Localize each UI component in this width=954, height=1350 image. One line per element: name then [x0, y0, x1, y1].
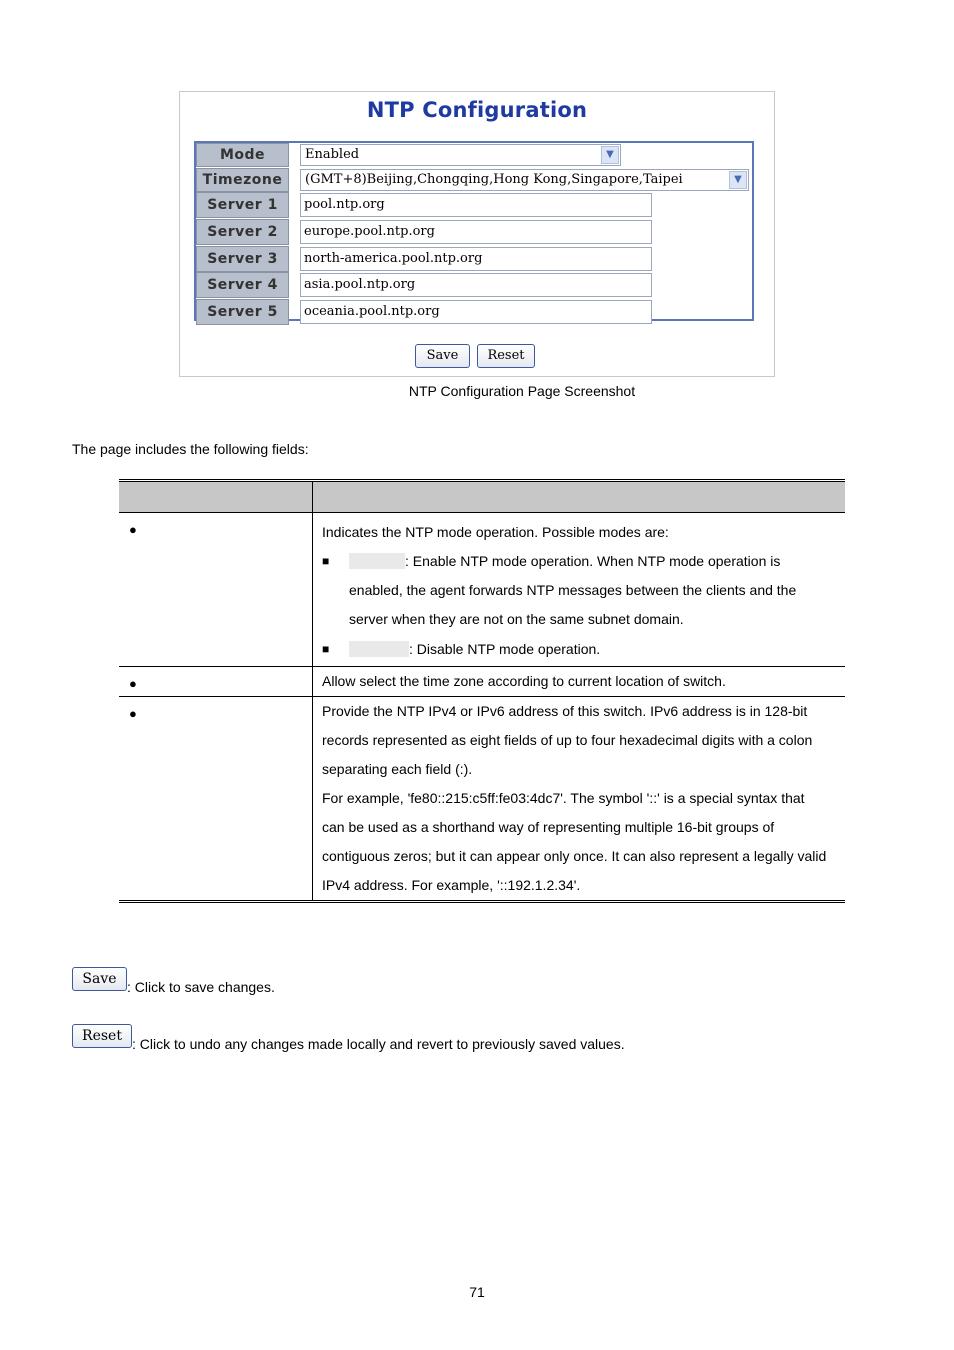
timezone-row — [196, 168, 752, 192]
mode-label: Mode — [196, 143, 289, 167]
intro-text: The page includes the following fields: — [72, 441, 309, 457]
table-row — [119, 697, 845, 902]
description-line: Allow select the time zone according to current location of switch. — [322, 673, 726, 689]
redacted-term — [349, 553, 405, 569]
figure-caption: NTP Configuration Page Screenshot — [408, 383, 636, 399]
server-5-input[interactable]: oceania.pool.ntp.org — [300, 300, 652, 324]
server-4-row — [196, 272, 752, 296]
table-cell-description — [313, 667, 846, 697]
mode-row — [196, 143, 752, 167]
server-1-row — [196, 192, 752, 216]
ntp-config-screenshot — [179, 91, 775, 377]
save-button[interactable]: Save — [415, 344, 470, 368]
server-4-label: Server 4 — [196, 272, 289, 298]
bullet-icon: ● — [129, 522, 137, 537]
table-cell-object — [119, 667, 313, 697]
server-2-label: Server 2 — [196, 219, 289, 245]
list-item: ■ : Disable NTP mode operation. — [322, 635, 837, 664]
table-header-row — [119, 481, 845, 513]
description-line: records represented as eight fields of up to four hexadecimal digits with a colon — [322, 732, 813, 748]
table-cell-object — [119, 697, 313, 902]
table-cell-description — [313, 697, 846, 902]
server-3-input[interactable]: north-america.pool.ntp.org — [300, 247, 652, 271]
timezone-select[interactable]: (GMT+8)Beijing,Chongqing,Hong Kong,Singapore,Taipei ▼ — [300, 169, 749, 191]
save-button-sample[interactable]: Save — [72, 967, 127, 991]
reset-button[interactable]: Reset — [477, 344, 535, 368]
server-2-input[interactable]: europe.pool.ntp.org — [300, 220, 652, 244]
square-bullet-icon: ■ — [322, 554, 330, 568]
page-number: 71 — [469, 1284, 485, 1300]
server-3-label: Server 3 — [196, 246, 289, 272]
server-3-row — [196, 246, 752, 270]
server-5-row — [196, 299, 752, 323]
ntp-config-form — [194, 141, 754, 321]
table-header-description — [313, 481, 846, 513]
bullet-icon: ● — [129, 676, 137, 691]
list-item: ■ : Enable NTP mode operation. When NTP mode operation is enabled, the agent forwards NTP messages between the clients and the server when they are not on the same subnet domain. — [322, 547, 837, 634]
description-line: Indicates the NTP mode operation. Possible modes are: — [322, 524, 669, 540]
description-line: IPv4 address. For example, '::192.1.2.34'. — [322, 877, 581, 893]
description-line: For example, 'fe80::215:c5ff:fe03:4dc7'. The symbol '::' is a special syntax that — [322, 790, 805, 806]
server-1-input[interactable]: pool.ntp.org — [300, 193, 652, 217]
chevron-down-icon: ▼ — [729, 171, 747, 189]
field-table — [119, 479, 845, 903]
server-2-row — [196, 219, 752, 243]
reset-button-sample[interactable]: Reset — [72, 1024, 132, 1048]
save-button-description: : Click to save changes. — [127, 979, 275, 995]
server-4-input[interactable]: asia.pool.ntp.org — [300, 273, 652, 297]
table-row — [119, 513, 845, 667]
table-cell-description — [313, 513, 846, 667]
description-line: Provide the NTP IPv4 or IPv6 address of this switch. IPv6 address is in 128-bit — [322, 703, 808, 719]
table-cell-object — [119, 513, 313, 667]
screenshot-title: NTP Configuration — [366, 98, 588, 122]
server-5-label: Server 5 — [196, 299, 289, 325]
chevron-down-icon: ▼ — [601, 146, 619, 164]
bullet-icon: ● — [129, 706, 137, 721]
table-header-object — [119, 481, 313, 513]
timezone-label: Timezone — [196, 168, 289, 192]
square-bullet-icon: ■ — [322, 642, 330, 656]
table-row — [119, 667, 845, 697]
description-line: can be used as a shorthand way of representing multiple 16-bit groups of — [322, 819, 775, 835]
description-line: contiguous zeros; but it can appear only once. It can also represent a legally valid — [322, 848, 827, 864]
redacted-term — [349, 641, 409, 657]
description-line: separating each field (:). — [322, 761, 473, 777]
reset-button-description: : Click to undo any changes made locally and revert to previously saved values. — [132, 1036, 625, 1052]
server-1-label: Server 1 — [196, 192, 289, 218]
mode-select[interactable]: Enabled ▼ — [300, 144, 621, 166]
